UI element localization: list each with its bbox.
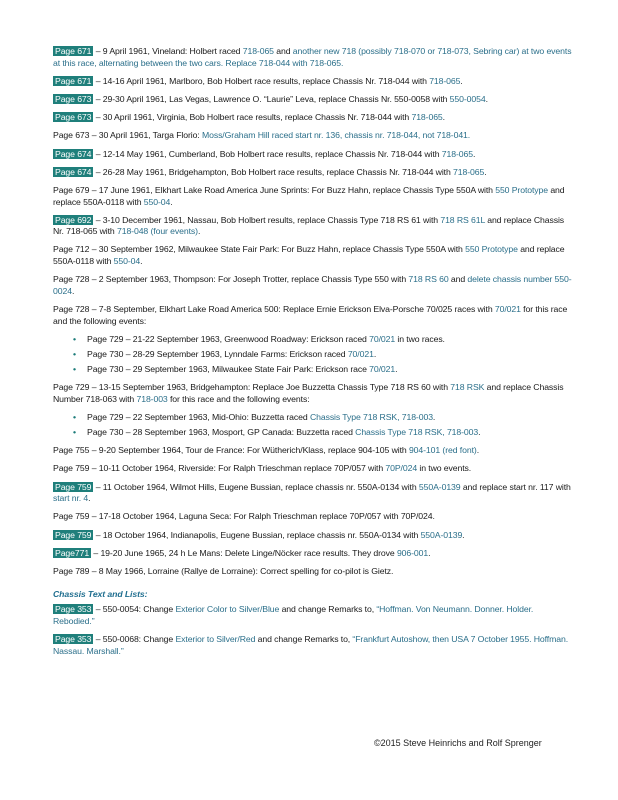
entry-page-674-bridgehampton: Page 674 – 26-28 May 1961, Bridgehampton, Bob Holbert race results, replace Chassis Nr. 718-044 with 718-065. [55, 166, 487, 177]
bullet-list-buzzetta [53, 412, 573, 439]
entry-chassis-550-0054: Page 353 – 550-0054: Change Exterior Color to Silver/Blue and change Remarks to, “Hoffman. Von Neumann. Donner. Holder. Rebodied.” [53, 604, 534, 626]
list-item: • Page 729 – 22 September 1963, Mid-Ohio: Buzzetta raced Chassis Type 718 RSK, 718-003. [73, 412, 573, 424]
page-ref-highlight: Page 671 [55, 75, 92, 86]
entry-page-728-road-america: Page 728 – 7-8 September, Elkhart Lake Road America 500: Replace Ernie Erickson Elva-Porsche 70/025 races with 70/021 for this race and the following events: [53, 304, 568, 326]
page-ref: Page 728 [53, 274, 90, 285]
page-ref: Page 712 [53, 244, 90, 255]
page-ref-highlight: Page 674 [55, 148, 92, 159]
page-ref-highlight: Page 353 [55, 604, 92, 615]
bullet-list-erickson [53, 334, 573, 376]
entry-page-759-riverside: Page 759 – 10-11 October 1964, Riverside: For Ralph Trieschman replace 70P/057 with 70P/024 in two events. [53, 463, 472, 474]
list-item: • Page 730 – 29 September 1963, Milwaukee State Fair Park: Erickson race 70/021. [73, 364, 573, 376]
page-ref: Page 673 [53, 130, 90, 141]
list-item: • Page 729 – 21-22 September 1963, Greenwood Roadway: Erickson raced 70/021 in two races. [73, 334, 573, 346]
entry-page-789-lorraine: Page 789 – 8 May 1966, Lorraine (Rallye de Lorraine): Correct spelling for co-pilot is Gietz. [53, 565, 394, 576]
entry-page-671-vineland: Page 671 – 9 April 1961, Vineland: Holbert raced 718-065 and another new 718 (possibly 718-070 or 718-073, Sebring car) at two events at this race, alternating between the two cars. Replace 718-044 with 718-065. [53, 46, 572, 68]
entry-page-759-laguna-seca: Page 759 – 17-18 October 1964, Laguna Seca: For Ralph Trieschman replace 70P/057 with 70P/024. [53, 511, 435, 522]
page-ref-highlight: Page 353 [55, 633, 92, 644]
entry-page-671-marlboro: Page 671 – 14-16 April 1961, Marlboro, Bob Holbert race results, replace Chassis Nr. 718-044 with 718-065. [55, 75, 463, 86]
entry-page-673-targa-florio: Page 673 – 30 April 1961, Targa Florio: Moss/Graham Hill raced start nr. 136, chassis nr. 718-044, not 718-041. [53, 130, 471, 141]
page-ref-highlight: Page 671 [55, 46, 92, 56]
entry-page-674-cumberland: Page 674 – 12-14 May 1961, Cumberland, Bob Holbert race results, replace Chassis Nr. 718-044 with 718-065. [55, 148, 476, 159]
list-item: • Page 730 – 28 September 1963, Mosport, GP Canada: Buzzetta raced Chassis Type 718 RSK, 718-003. [73, 427, 573, 439]
page-ref: Page 728 [53, 304, 90, 315]
page-ref-highlight: Page 673 [55, 112, 92, 123]
page-ref: Page 789 [53, 565, 90, 576]
page-ref-highlight: Page 674 [55, 166, 92, 177]
list-item: • Page 730 – 28-29 September 1963, Lynndale Farms: Erickson raced 70/021. [73, 349, 573, 361]
page-ref: Page 755 [53, 445, 90, 456]
entry-page-759-wilmot-hills: Page 759 – 11 October 1964, Wilmot Hills, Eugene Bussian, replace chassis nr. 550A-0134 with 550A-0139 and replace start nr. 117 with start nr. 4. [53, 481, 571, 504]
entry-page-728-thompson: Page 728 – 2 September 1963, Thompson: For Joseph Trotter, replace Chassis Type 550 with 718 RS 60 and delete chassis number 550-0024. [53, 274, 572, 296]
entry-page-755-tour-de-france: Page 755 – 9-20 September 1964, Tour de France: For Wütherich/Klass, replace 904-105 with 904-101 (red font). [53, 445, 480, 456]
corrections-list [53, 46, 573, 664]
page-ref-highlight: Page771 [55, 547, 90, 558]
entry-page-771-le-mans: Page771 – 19-20 June 1965, 24 h Le Mans: Delete Linge/Nöcker race results. They drove 906-001. [55, 547, 431, 558]
entry-page-729-bridgehampton: Page 729 – 13-15 September 1963, Bridgehampton: Replace Joe Buzzetta Chassis Type 718 RS 60 with 718 RSK and replace Chassis Number 718-063 with 718-003 for this race and the following events: [53, 382, 564, 404]
page-ref: Page 759 [53, 511, 90, 522]
page-ref: Page 679 [53, 184, 90, 195]
page-ref-highlight: Page 692 [55, 214, 92, 225]
entry-page-679-elkhart-lake: Page 679 – 17 June 1961, Elkhart Lake Road America June Sprints: For Buzz Hahn, replace Chassis Type 550A with 550 Prototype and replace 550A-0118 with 550-04. [53, 184, 565, 207]
entry-chassis-550-0068: Page 353 – 550-0068: Change Exterior to Silver/Red and change Remarks to, “Frankfurt Autoshow, then USA 7 October 1955. Hoffman. Nassau. Marshall.” [53, 633, 569, 656]
entry-page-673-las-vegas: Page 673 – 29-30 April 1961, Las Vegas, Lawrence O. “Laurie” Leva, replace Chassis Nr. 550-0058 with 550-0054. [55, 93, 488, 104]
copyright-footer: ©2015 Steve Heinrichs and Rolf Sprenger [374, 738, 542, 748]
page-ref: Page 759 [53, 463, 90, 474]
page-ref-highlight: Page 759 [55, 481, 92, 492]
page-ref-highlight: Page 673 [55, 93, 92, 104]
page-ref-highlight: Page 759 [55, 529, 92, 540]
entry-page-759-indianapolis: Page 759 – 18 October 1964, Indianapolis, Eugene Bussian, replace chassis nr. 550A-0134 with 550A-0139. [55, 529, 465, 540]
entry-page-673-virginia: Page 673 – 30 April 1961, Virginia, Bob Holbert race results, replace Chassis Nr. 718-044 with 718-065. [55, 112, 445, 123]
entry-page-692-nassau: Page 692 – 3-10 December 1961, Nassau, Bob Holbert results, replace Chassis Type 718 RS 61 with 718 RS 61L and replace Chassis Nr. 718-065 with 718-048 (four events). [53, 214, 565, 237]
page-ref: Page 729 [53, 382, 90, 393]
entry-page-712-milwaukee: Page 712 – 30 September 1962, Milwaukee State Fair Park: For Buzz Hahn, replace Chassis Type 550A with 550 Prototype and replace 550A-0118 with 550-04. [53, 244, 565, 267]
section-heading-chassis: Chassis Text and Lists: [53, 588, 148, 599]
